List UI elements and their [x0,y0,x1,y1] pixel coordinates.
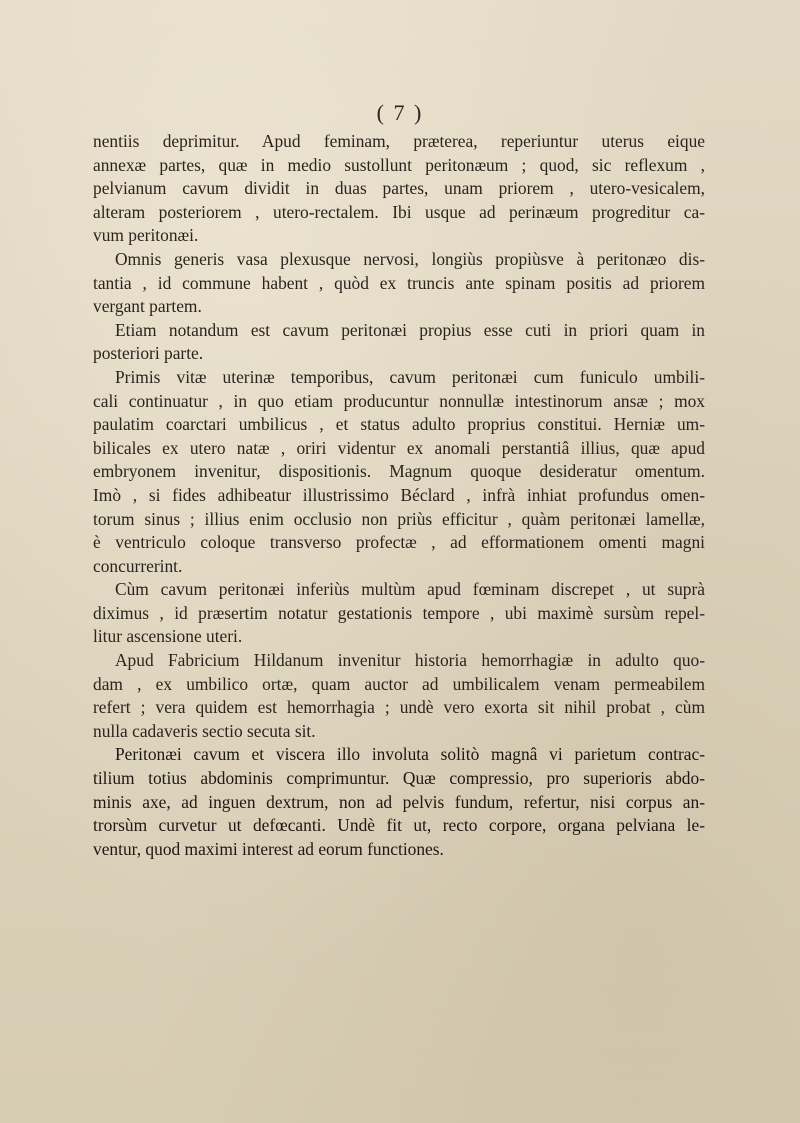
text-line: minis axe, ad inguen dextrum, non ad pelvis fundum, refertur, nisi corpus an- [93,791,705,812]
text-line: ventur, quod maximi interest ad eorum functiones. [93,838,444,859]
text-line: Cùm cavum peritonæi inferiùs multùm apud fœminam discrepet , ut suprà [115,579,705,600]
text-line: cali continuatur , in quo etiam producuntur nonnullæ intestinorum ansæ ; mox [93,390,705,411]
text-line: trorsùm curvetur ut defœcanti. Undè fit ut, recto corpore, organa pelviana le- [93,815,705,836]
text-line: Primis vitæ uterinæ temporibus, cavum peritonæi cum funiculo umbili- [115,366,705,387]
page-number: ( 7 ) [376,100,424,125]
text-line: torum sinus ; illius enim occlusio non priùs efficitur , quàm peritonæi lamellæ, [93,508,705,529]
text-line: refert ; vera quidem est hemorrhagia ; undè vero exorta sit nihil probat , cùm [93,697,705,718]
text-line: alteram posteriorem , utero-rectalem. Ibi usque ad perinæum progreditur ca- [93,201,705,222]
text-line: paulatim coarctari umbilicus , et status adulto proprius constitui. Herniæ um- [93,414,705,435]
text-line: vergant partem. [93,296,202,317]
text-line: vum peritonæi. [93,225,199,246]
text-line: posteriori parte. [93,343,204,364]
text-line: nentiis deprimitur. Apud feminam, præterea, reperiuntur uterus eique [93,131,705,151]
text-line: tantia , id commune habent , quòd ex truncis ante spinam positis ad priorem [93,272,705,293]
text-line: nulla cadaveris sectio secuta sit. [93,720,316,741]
text-line: è ventriculo coloque transverso profectæ , ad efformationem omenti magni [93,532,705,553]
body-text [93,130,705,861]
text-line: Etiam notandum est cavum peritonæi propius esse cuti in priori quam in [115,319,705,340]
text-line: annexæ partes, quæ in medio sustollunt peritonæum ; quod, sic reflexum , [93,154,705,175]
text-line: diximus , id præsertim notatur gestationis tempore , ubi maximè sursùm repel- [93,602,705,623]
text-line: litur ascensione uteri. [93,626,243,647]
text-line: Peritonæi cavum et viscera illo involuta solitò magnâ vi parietum contrac- [115,744,705,765]
text-line: tilium totius abdominis comprimuntur. Quæ compressio, pro superioris abdo- [93,768,705,789]
text-line: dam , ex umbilico ortæ, quam auctor ad umbilicalem venam permeabilem [93,673,705,694]
text-line: Apud Fabricium Hildanum invenitur historia hemorrhagiæ in adulto quo- [115,650,705,671]
text-line: concurrerint. [93,555,183,576]
text-line: embryonem invenitur, dispositionis. Magnum quoque desideratur omentum. [93,461,705,482]
text-line: Imò , si fides adhibeatur illustrissimo Béclard , infrà inhiat profundus omen- [93,484,705,505]
text-line: Omnis generis vasa plexusque nervosi, longiùs propiùsve à peritonæo dis- [115,248,705,269]
text-line: pelvianum cavum dividit in duas partes, unam priorem , utero-vesicalem, [93,178,705,199]
text-line: bilicales ex utero natæ , oriri videntur ex anomali perstantiâ illius, quæ apud [93,437,705,458]
